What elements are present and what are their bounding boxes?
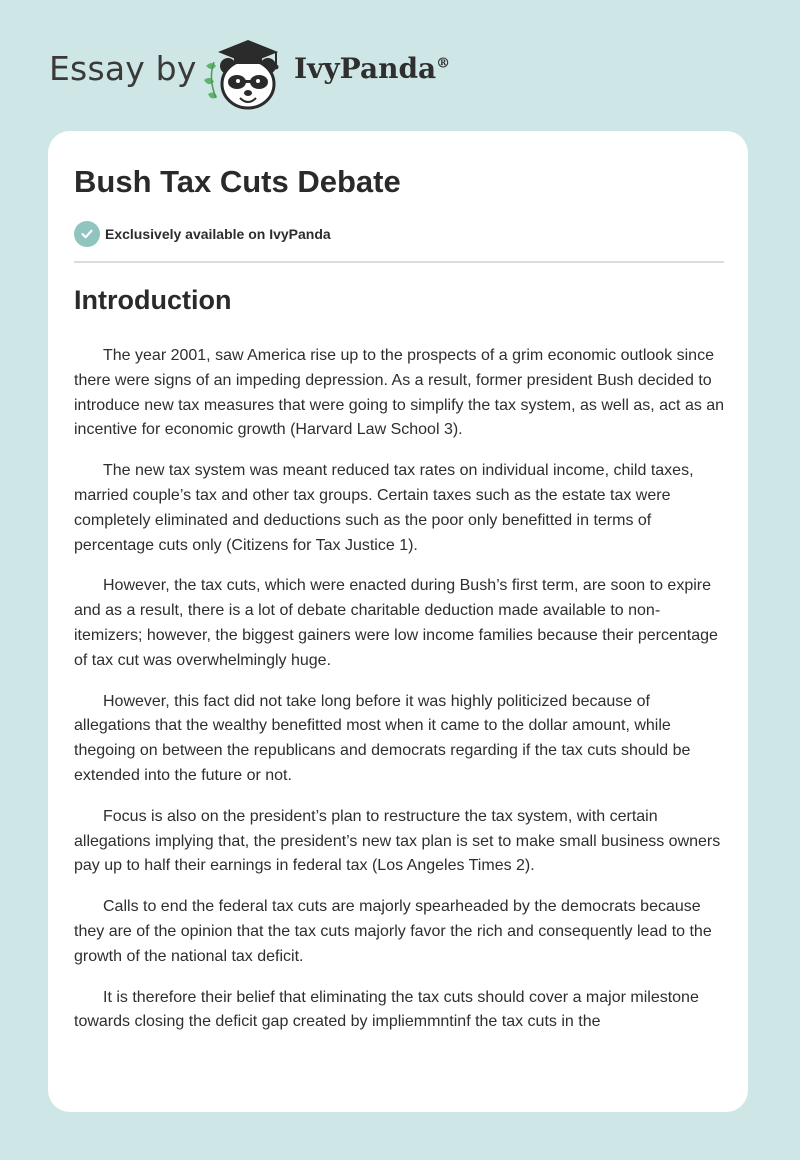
paragraph: The new tax system was meant reduced tax rates on individual income, child taxes, married couple’s tax and other tax groups. Certain taxes such as the estate tax were completely eliminated and deductions such as the poor only benefitted in terms of percentage cuts only (Citizens for Tax Justice 1).	[74, 462, 694, 554]
brand-prefix: Essay by	[49, 49, 197, 88]
brand-name[interactable]: IvyPanda®	[294, 52, 451, 85]
panda-graduate-icon[interactable]	[200, 36, 292, 112]
paragraph: The year 2001, saw America rise up to the prospects of a grim economic outlook since there were signs of an impeding depression. As a result, former president Bush decided to introduce new tax measures that were going to simplify the tax system, as well as, act as an incentive for economic growth (Harvard Law School 3).	[74, 347, 725, 439]
essay-card	[48, 131, 748, 1112]
paragraph: It is therefore their belief that eliminating the tax cuts should cover a major milestone towards closing the deficit gap created by impliemmntinf the tax cuts in the	[74, 988, 699, 1031]
exclusive-badge	[74, 221, 331, 247]
registered-mark: ®	[436, 55, 451, 72]
page-title: Bush Tax Cuts Debate	[74, 164, 401, 199]
paragraph: However, this fact did not take long before it was highly politicized because of allegations that the wealthy benefitted most when it came to the dollar amount, while thegoing on between the republicans and democrats regarding if the tax cuts should be extended into the future or not.	[74, 692, 691, 784]
paragraph: Focus is also on the president’s plan to restructure the tax system, with certain allegations implying that, the president’s new tax plan is set to make small business owners pay up to half their earnings in federal tax (Los Angeles Times 2).	[74, 807, 721, 875]
divider	[74, 261, 724, 263]
essay-body	[74, 344, 726, 1051]
badge-text: Exclusively available on IvyPanda	[105, 226, 331, 242]
check-circle-icon	[74, 221, 100, 247]
paragraph: Calls to end the federal tax cuts are majorly spearheaded by the democrats because they are of the opinion that the tax cuts majorly favor the rich and consequently lead to the growth of the national tax deficit.	[74, 898, 712, 965]
site-header	[0, 0, 800, 130]
paragraph: However, the tax cuts, which were enacted during Bush’s first term, are soon to expire and as a result, there is a lot of debate charitable deduction made available to non-itemizers; however, the biggest gainers were low income families because their percentage of tax cut was overwhelmingly huge.	[74, 577, 718, 669]
section-heading: Introduction	[74, 285, 232, 315]
